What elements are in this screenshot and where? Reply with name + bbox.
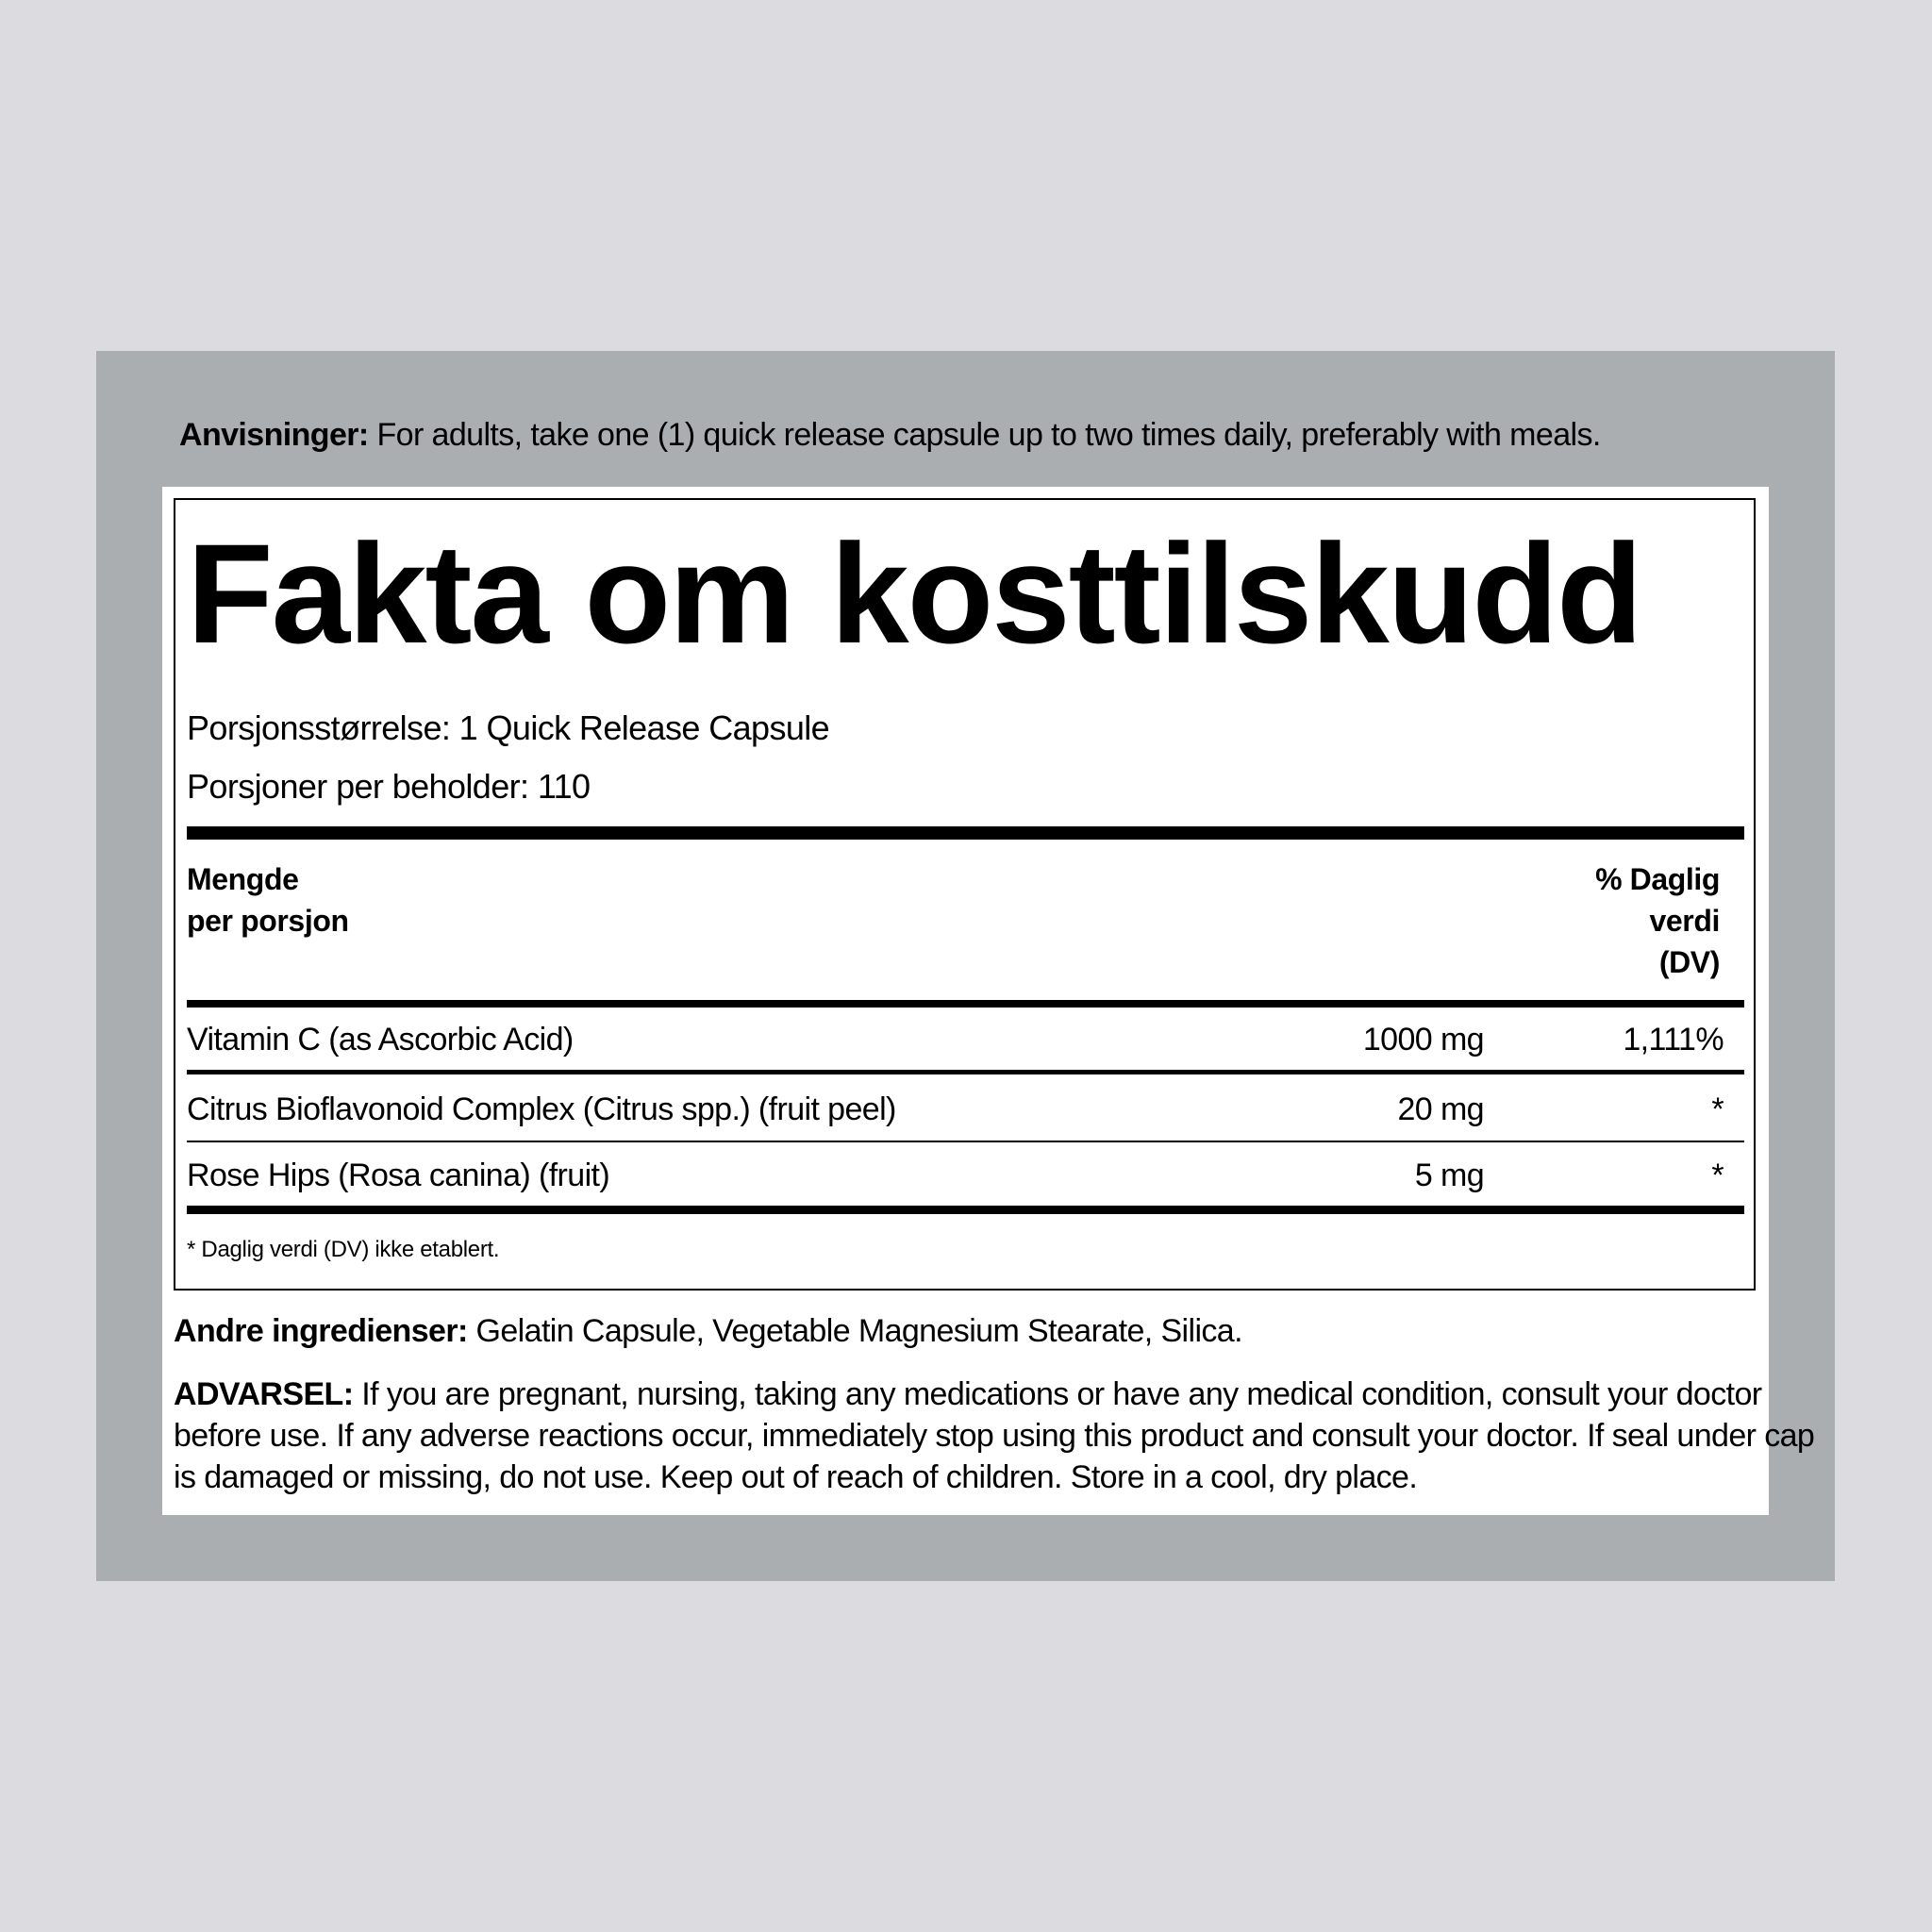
dv-header-line: verdi — [1649, 904, 1720, 938]
nutrient-name: Rose Hips (Rosa canina) (fruit) — [187, 1158, 610, 1193]
amount-per-serving-header — [187, 858, 349, 941]
serving-size: Porsjonsstørrelse: 1 Quick Release Capsule — [187, 708, 830, 747]
dv-footnote: * Daglig verdi (DV) ikke etablert. — [187, 1237, 500, 1262]
dv-header-line: (DV) — [1658, 945, 1720, 979]
directions — [179, 413, 1802, 457]
nutrient-name: Citrus Bioflavonoid Complex (Citrus spp.) (fruit peel) — [187, 1091, 896, 1127]
nutrient-name: Vitamin C (as Ascorbic Acid) — [187, 1022, 574, 1058]
amount-header-line: Mengde — [187, 862, 299, 896]
nutrient-row — [187, 1153, 1744, 1198]
warning-text: If you are pregnant, nursing, taking any medications or have any medical condition, consult your doctor — [361, 1376, 1762, 1412]
divider-medium — [187, 1070, 1744, 1074]
warning — [174, 1374, 1815, 1498]
nutrient-row — [187, 1017, 1744, 1062]
divider-thick — [187, 1206, 1744, 1214]
directions-label: Anvisninger: — [179, 417, 369, 453]
dv-header-line: % Daglig — [1595, 862, 1720, 896]
nutrient-dv: * — [1711, 1091, 1724, 1127]
facts-title: Fakta om kosttilskudd — [187, 514, 1641, 673]
divider-thick — [187, 826, 1744, 840]
nutrient-dv: 1,111% — [1623, 1022, 1724, 1058]
warning-label: ADVARSEL: — [174, 1376, 354, 1412]
other-ingredients-label: Andre ingredienser: — [174, 1313, 468, 1349]
other-ingredients-text: Gelatin Capsule, Vegetable Magnesium Stearate, Silica. — [475, 1313, 1242, 1349]
nutrient-amount: 1000 mg — [1362, 1022, 1484, 1058]
warning-line — [174, 1374, 1762, 1415]
warning-line: before use. If any adverse reactions occur, immediately stop using this product and consult your doctor. If seal under cap — [174, 1418, 1815, 1454]
supplement-facts-box — [174, 498, 1756, 1291]
nutrient-row — [187, 1087, 1744, 1132]
directions-text: For adults, take one (1) quick release capsule up to two times daily, preferably with meals. — [376, 417, 1601, 453]
daily-value-header — [1595, 858, 1720, 983]
nutrient-dv: * — [1711, 1158, 1724, 1193]
divider-thin — [187, 1141, 1744, 1142]
other-ingredients — [174, 1309, 1242, 1353]
divider-thick — [187, 1000, 1744, 1008]
amount-header-line: per porsjon — [187, 904, 349, 938]
nutrient-amount: 20 mg — [1397, 1091, 1484, 1127]
nutrient-amount: 5 mg — [1414, 1158, 1484, 1193]
warning-line: is damaged or missing, do not use. Keep out of reach of children. Store in a cool, dry place. — [174, 1459, 1418, 1495]
servings-per-container: Porsjoner per beholder: 110 — [187, 767, 591, 806]
